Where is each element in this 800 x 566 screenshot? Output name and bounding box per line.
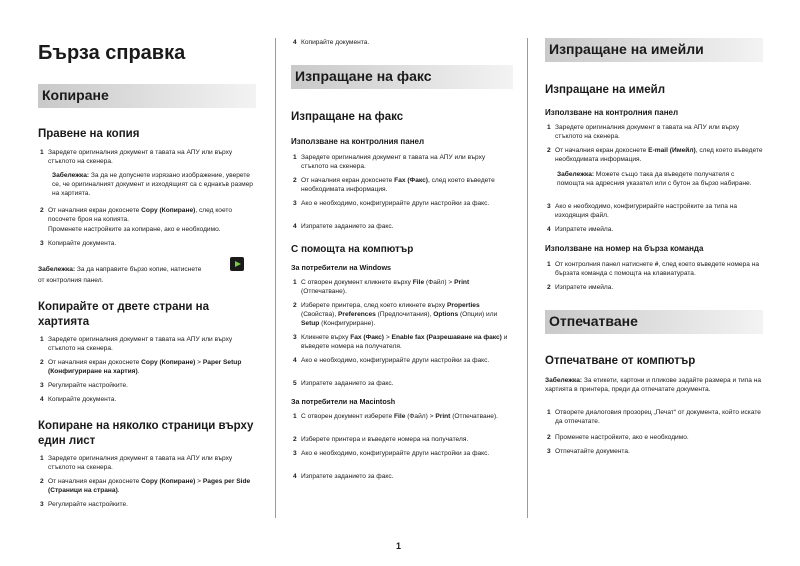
step-4: 4 Изпратете заданието за факс. <box>293 473 394 480</box>
step-3: 3 Кликнете върху Fax (Факс) > Enable fax (Разрешаване на факс) и въведете номера на получателя. <box>293 334 508 350</box>
heading-print-computer: Отпечатване от компютър <box>545 355 696 367</box>
step-3: 3 Регулирайте настройките. <box>40 382 128 389</box>
section-fax: Изпращане на факс <box>291 65 513 89</box>
heading-macintosh: За потребители на Macintosh <box>291 397 396 406</box>
step-1: 1 Заредете оригиналния документ в тавата на АПУ или върху стъклото на скенера. <box>547 124 740 140</box>
note: Забележка: Можете също така да въведете получателя с помощта на адресния указател или с бутон за бързо набиране. <box>557 171 752 187</box>
column-divider <box>527 38 528 518</box>
step-1: 1 Заредете оригиналния документ в тавата на АПУ или върху стъклото на скенера. <box>40 455 233 471</box>
quick-copy-note-end: от контролния панел. <box>38 277 104 284</box>
step-1: 1 Отворете диалоговия прозорец „Печат“ от документа, който искате да отпечатате. <box>547 409 761 425</box>
heading-multiple-pages: Копиране на няколко страници върху един лист <box>38 420 254 447</box>
heading-making-copy: Правене на копия <box>38 128 140 140</box>
step-4: 4 Копирайте документа. <box>40 396 117 403</box>
step-1: 1 Заредете оригиналния документ в тавата на АПУ или върху стъклото на скенера. <box>40 149 233 165</box>
start-button-icon <box>230 257 244 271</box>
step-2: 2 Изпратете имейла. <box>547 284 614 291</box>
note: Забележка: За да не допуснете изрязано изображение, уверете се, че оригиналният документ и изходящият са с еднакъв размер на хартията. <box>52 172 253 197</box>
step-2: 2 От началния екран докоснете Copy (Копиране) > Pages per Side (Страници на страна). <box>40 478 251 494</box>
step-3: 3 Копирайте документа. <box>40 240 117 247</box>
heading-windows: За потребители на Windows <box>291 263 392 272</box>
step-3: 3 Ако е необходимо, конфигурирайте настройките за типа на изходящия файл. <box>547 203 738 219</box>
section-email: Изпращане на имейли <box>545 38 763 62</box>
step-2: 2 От началния екран докоснете Copy (Копиране) > Paper Setup (Конфигуриране на хартия). <box>40 359 242 375</box>
step-4: 4 Изпратете заданието за факс. <box>293 223 394 230</box>
heading-send-fax: Изпращане на факс <box>291 111 404 123</box>
step-1: 1 С отворен документ кликнете върху File (Файл) > Print (Отпечатване). <box>293 279 470 295</box>
section-printing: Отпечатване <box>545 310 763 334</box>
step-4-carry: 4 Копирайте документа. <box>293 39 370 46</box>
column-divider <box>275 38 276 518</box>
quick-copy-note: Забележка: За да направите бързо копие, натиснете <box>38 266 202 273</box>
page-title: Бърза справка <box>38 42 186 64</box>
heading-send-email: Изпращане на имейл <box>545 84 666 96</box>
heading-both-sides: Копирайте от двете страни на хартията <box>38 301 210 328</box>
step-2: 2 От началния екран докоснете E-mail (Имейл), след което въведете необходимата информация. <box>547 147 763 163</box>
note: Забележка: За етикети, картони и пликове задайте размера и типа на хартията в принтера, преди да отпечатате документа. <box>545 377 762 393</box>
heading-computer: С помощта на компютър <box>291 244 414 255</box>
page-number: 1 <box>396 541 402 551</box>
step-2: 2 Изберете принтера и въведете номера на получателя. <box>293 436 469 443</box>
step-2: 2 Променете настройките, ако е необходимо. <box>547 434 689 441</box>
section-copying: Копиране <box>38 84 256 108</box>
step-4: 4 Изпратете имейла. <box>547 226 614 233</box>
step-4: 4 Ако е необходимо, конфигурирайте други настройки за факс. <box>293 357 490 364</box>
step-3: 3 Регулирайте настройките. <box>40 501 128 508</box>
step-1: 1 От контролния панел натиснете #, след което въведете номера на бързата команда с помощта на клавиатурата. <box>547 261 760 277</box>
step-1: 1 Заредете оригиналния документ в тавата на АПУ или върху стъклото на скенера. <box>40 336 233 352</box>
step-1: 1 С отворен документ изберете File (Файл) > Print (Отпечатване). <box>293 413 499 420</box>
heading-control-panel: Използване на контролния панел <box>291 137 425 146</box>
step-2-sub: Променете настройките за копиране, ако е необходимо. <box>48 226 221 233</box>
step-2: 2 От началния екран докоснете Fax (Факс), след което въведете необходимата информация. <box>293 177 495 193</box>
heading-control-panel: Използване на контролния панел <box>545 108 679 117</box>
step-1: 1 Заредете оригиналния документ в тавата на АПУ или върху стъклото на скенера. <box>293 154 486 170</box>
step-3: 3 Ако е необходимо, конфигурирайте други настройки за факс. <box>293 450 490 457</box>
step-3: 3 Отпечатайте документа. <box>547 448 630 455</box>
step-2: 2 Изберете принтера, след което кликнете върху Properties (Свойства), Preferences (Предпочитания), Options (Опции) или Setup (Конфигуриране). <box>293 302 498 327</box>
step-5: 5 Изпратете заданието за факс. <box>293 380 394 387</box>
step-2: 2 От началния екран докоснете Copy (Копиране), след което посочете броя на копията. <box>40 207 233 223</box>
step-3: 3 Ако е необходимо, конфигурирайте други настройки за факс. <box>293 200 490 207</box>
heading-shortcut: Използване на номер на бърза команда <box>545 244 704 253</box>
